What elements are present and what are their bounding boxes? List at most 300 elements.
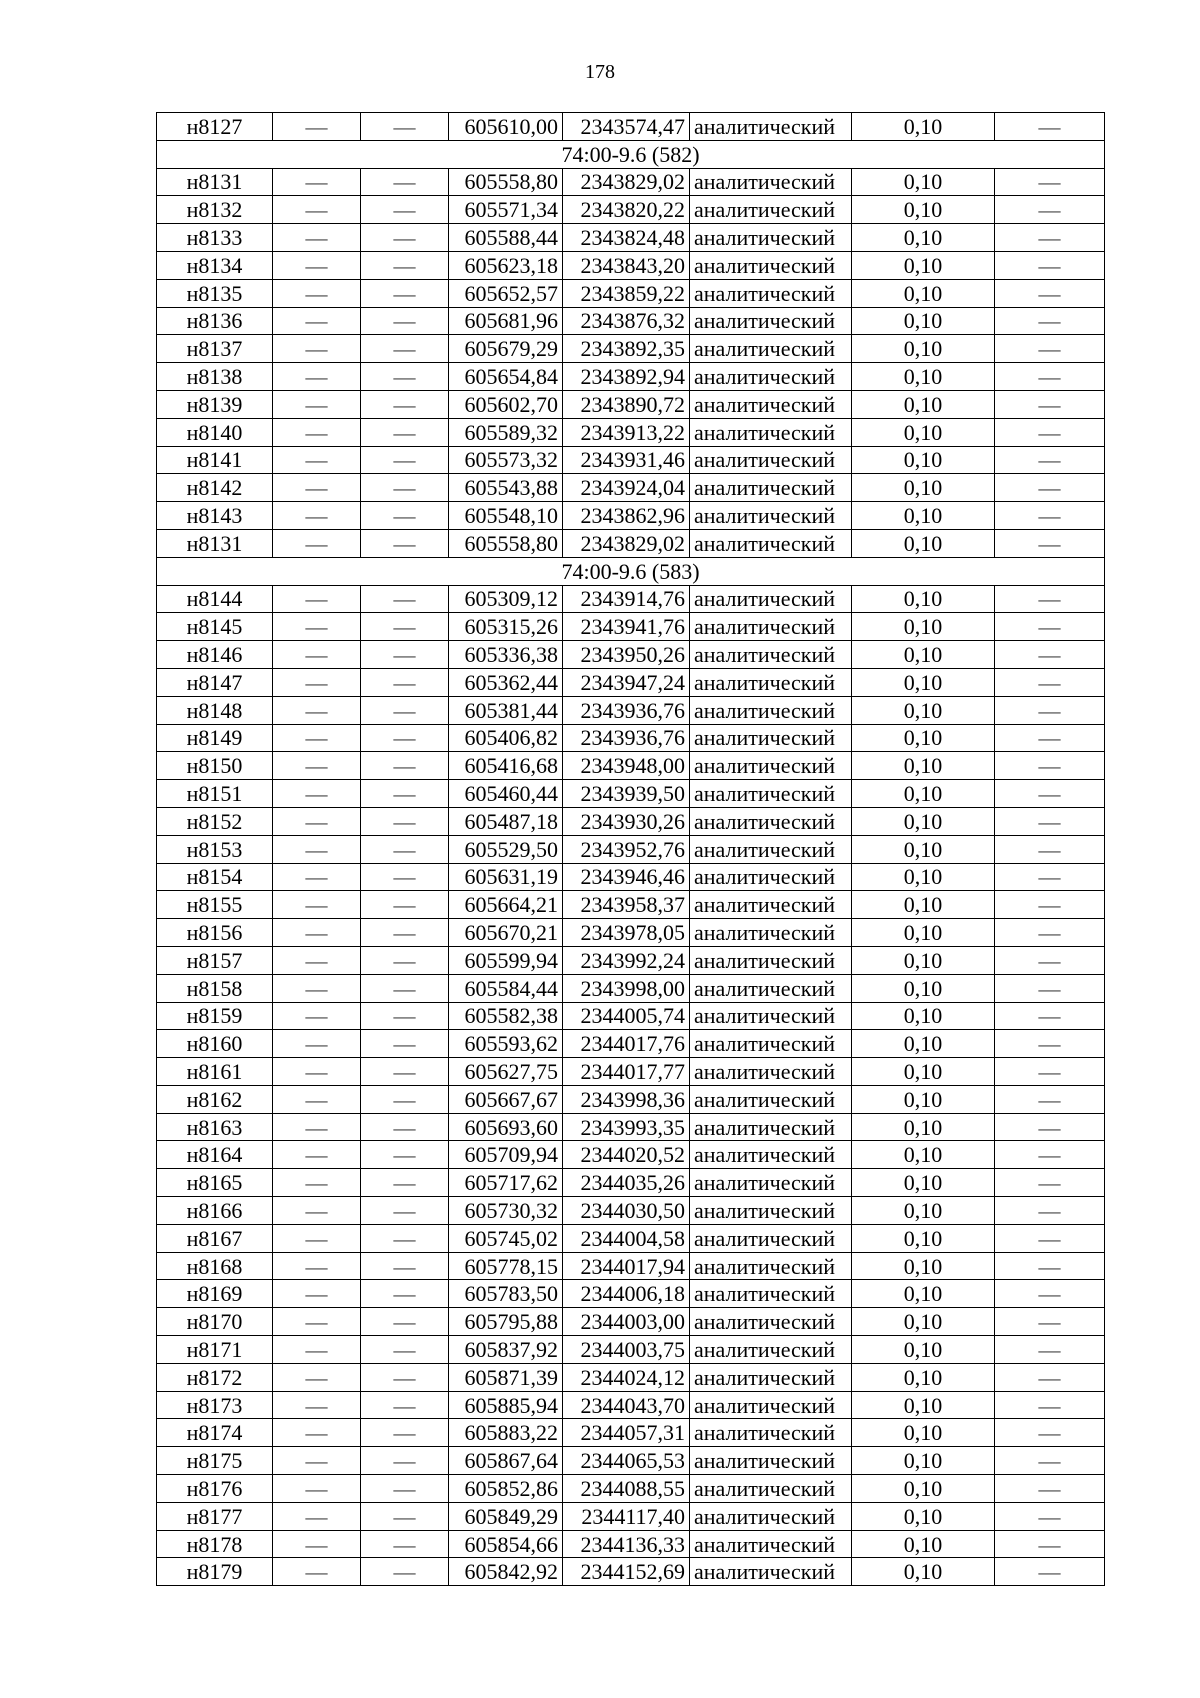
description-cell: —	[995, 919, 1105, 947]
table-row	[157, 335, 1105, 363]
existing-x-cell: —	[273, 946, 361, 974]
existing-y-cell: —	[361, 1502, 449, 1530]
description-cell: —	[995, 1252, 1105, 1280]
existing-y-cell: —	[361, 613, 449, 641]
x-coordinate-cell: 605593,62	[449, 1030, 563, 1058]
point-cell: н8155	[157, 891, 273, 919]
x-coordinate-cell: 605854,66	[449, 1530, 563, 1558]
existing-x-cell: —	[273, 168, 361, 196]
table-row	[157, 1336, 1105, 1364]
y-coordinate-cell: 2344003,00	[563, 1308, 690, 1336]
existing-y-cell: —	[361, 363, 449, 391]
point-cell: н8143	[157, 502, 273, 530]
table-row	[157, 474, 1105, 502]
existing-y-cell: —	[361, 696, 449, 724]
coordinates-table	[156, 112, 1105, 1586]
accuracy-cell: 0,10	[852, 1252, 995, 1280]
table-row	[157, 641, 1105, 669]
existing-y-cell: —	[361, 974, 449, 1002]
existing-x-cell: —	[273, 668, 361, 696]
x-coordinate-cell: 605709,94	[449, 1141, 563, 1169]
y-coordinate-cell: 2343939,50	[563, 780, 690, 808]
x-coordinate-cell: 605837,92	[449, 1336, 563, 1364]
accuracy-cell: 0,10	[852, 1419, 995, 1447]
accuracy-cell: 0,10	[852, 1475, 995, 1503]
existing-y-cell: —	[361, 668, 449, 696]
point-cell: н8139	[157, 390, 273, 418]
description-cell: —	[995, 502, 1105, 530]
y-coordinate-cell: 2343574,47	[563, 113, 690, 141]
method-cell: аналитический	[690, 1391, 852, 1419]
description-cell: —	[995, 1530, 1105, 1558]
existing-x-cell: —	[273, 1419, 361, 1447]
x-coordinate-cell: 605548,10	[449, 502, 563, 530]
accuracy-cell: 0,10	[852, 335, 995, 363]
method-cell: аналитический	[690, 363, 852, 391]
y-coordinate-cell: 2343829,02	[563, 168, 690, 196]
point-cell: н8144	[157, 585, 273, 613]
existing-y-cell: —	[361, 446, 449, 474]
existing-y-cell: —	[361, 113, 449, 141]
method-cell: аналитический	[690, 1113, 852, 1141]
method-cell: аналитический	[690, 307, 852, 335]
existing-y-cell: —	[361, 224, 449, 252]
accuracy-cell: 0,10	[852, 1447, 995, 1475]
accuracy-cell: 0,10	[852, 891, 995, 919]
existing-x-cell: —	[273, 1113, 361, 1141]
existing-x-cell: —	[273, 1197, 361, 1225]
point-cell: н8162	[157, 1085, 273, 1113]
y-coordinate-cell: 2343936,76	[563, 696, 690, 724]
existing-x-cell: —	[273, 863, 361, 891]
table-row	[157, 1419, 1105, 1447]
description-cell: —	[995, 224, 1105, 252]
existing-y-cell: —	[361, 724, 449, 752]
method-cell: аналитический	[690, 696, 852, 724]
existing-x-cell: —	[273, 390, 361, 418]
table-row	[157, 613, 1105, 641]
table-row	[157, 1113, 1105, 1141]
table-row	[157, 1169, 1105, 1197]
method-cell: аналитический	[690, 418, 852, 446]
description-cell: —	[995, 1030, 1105, 1058]
section-row	[157, 557, 1105, 585]
point-cell: н8166	[157, 1197, 273, 1225]
table-row	[157, 1280, 1105, 1308]
table-row	[157, 1363, 1105, 1391]
point-cell: н8141	[157, 446, 273, 474]
accuracy-cell: 0,10	[852, 780, 995, 808]
table-row	[157, 780, 1105, 808]
point-cell: н8147	[157, 668, 273, 696]
description-cell: —	[995, 168, 1105, 196]
existing-x-cell: —	[273, 1058, 361, 1086]
x-coordinate-cell: 605631,19	[449, 863, 563, 891]
accuracy-cell: 0,10	[852, 696, 995, 724]
method-cell: аналитический	[690, 752, 852, 780]
method-cell: аналитический	[690, 807, 852, 835]
description-cell: —	[995, 668, 1105, 696]
y-coordinate-cell: 2343913,22	[563, 418, 690, 446]
existing-y-cell: —	[361, 780, 449, 808]
y-coordinate-cell: 2343890,72	[563, 390, 690, 418]
existing-x-cell: —	[273, 641, 361, 669]
description-cell: —	[995, 446, 1105, 474]
y-coordinate-cell: 2344003,75	[563, 1336, 690, 1364]
description-cell: —	[995, 835, 1105, 863]
existing-y-cell: —	[361, 1169, 449, 1197]
method-cell: аналитический	[690, 251, 852, 279]
method-cell: аналитический	[690, 1280, 852, 1308]
y-coordinate-cell: 2344004,58	[563, 1224, 690, 1252]
y-coordinate-cell: 2344136,33	[563, 1530, 690, 1558]
y-coordinate-cell: 2344117,40	[563, 1502, 690, 1530]
method-cell: аналитический	[690, 613, 852, 641]
point-cell: н8175	[157, 1447, 273, 1475]
x-coordinate-cell: 605885,94	[449, 1391, 563, 1419]
accuracy-cell: 0,10	[852, 641, 995, 669]
point-cell: н8157	[157, 946, 273, 974]
accuracy-cell: 0,10	[852, 1558, 995, 1586]
table-row	[157, 724, 1105, 752]
x-coordinate-cell: 605852,86	[449, 1475, 563, 1503]
existing-x-cell: —	[273, 613, 361, 641]
x-coordinate-cell: 605778,15	[449, 1252, 563, 1280]
existing-y-cell: —	[361, 752, 449, 780]
x-coordinate-cell: 605849,29	[449, 1502, 563, 1530]
point-cell: н8136	[157, 307, 273, 335]
method-cell: аналитический	[690, 1002, 852, 1030]
y-coordinate-cell: 2343936,76	[563, 724, 690, 752]
description-cell: —	[995, 863, 1105, 891]
accuracy-cell: 0,10	[852, 1141, 995, 1169]
method-cell: аналитический	[690, 668, 852, 696]
table-row	[157, 1391, 1105, 1419]
y-coordinate-cell: 2343941,76	[563, 613, 690, 641]
description-cell: —	[995, 724, 1105, 752]
y-coordinate-cell: 2344017,77	[563, 1058, 690, 1086]
existing-y-cell: —	[361, 279, 449, 307]
method-cell: аналитический	[690, 585, 852, 613]
y-coordinate-cell: 2343914,76	[563, 585, 690, 613]
section-row	[157, 140, 1105, 168]
description-cell: —	[995, 946, 1105, 974]
point-cell: н8142	[157, 474, 273, 502]
existing-x-cell: —	[273, 1502, 361, 1530]
accuracy-cell: 0,10	[852, 474, 995, 502]
accuracy-cell: 0,10	[852, 251, 995, 279]
description-cell: —	[995, 585, 1105, 613]
description-cell: —	[995, 974, 1105, 1002]
accuracy-cell: 0,10	[852, 807, 995, 835]
x-coordinate-cell: 605573,32	[449, 446, 563, 474]
table-row	[157, 307, 1105, 335]
existing-y-cell: —	[361, 1280, 449, 1308]
accuracy-cell: 0,10	[852, 529, 995, 557]
table-row	[157, 279, 1105, 307]
method-cell: аналитический	[690, 529, 852, 557]
table-row	[157, 668, 1105, 696]
table-row	[157, 1252, 1105, 1280]
x-coordinate-cell: 605623,18	[449, 251, 563, 279]
description-cell: —	[995, 780, 1105, 808]
method-cell: аналитический	[690, 1336, 852, 1364]
y-coordinate-cell: 2343998,00	[563, 974, 690, 1002]
y-coordinate-cell: 2343930,26	[563, 807, 690, 835]
existing-y-cell: —	[361, 1141, 449, 1169]
x-coordinate-cell: 605783,50	[449, 1280, 563, 1308]
page-number: 178	[585, 61, 615, 83]
table-row	[157, 446, 1105, 474]
x-coordinate-cell: 605381,44	[449, 696, 563, 724]
existing-y-cell: —	[361, 502, 449, 530]
y-coordinate-cell: 2343993,35	[563, 1113, 690, 1141]
existing-x-cell: —	[273, 307, 361, 335]
point-cell: н8172	[157, 1363, 273, 1391]
description-cell: —	[995, 418, 1105, 446]
section-title: 74:00-9.6 (582)	[157, 140, 1105, 168]
accuracy-cell: 0,10	[852, 446, 995, 474]
description-cell: —	[995, 1391, 1105, 1419]
existing-x-cell: —	[273, 1002, 361, 1030]
x-coordinate-cell: 605679,29	[449, 335, 563, 363]
x-coordinate-cell: 605670,21	[449, 919, 563, 947]
x-coordinate-cell: 605602,70	[449, 390, 563, 418]
existing-y-cell: —	[361, 196, 449, 224]
existing-y-cell: —	[361, 307, 449, 335]
existing-y-cell: —	[361, 251, 449, 279]
accuracy-cell: 0,10	[852, 919, 995, 947]
point-cell: н8158	[157, 974, 273, 1002]
method-cell: аналитический	[690, 1030, 852, 1058]
x-coordinate-cell: 605406,82	[449, 724, 563, 752]
accuracy-cell: 0,10	[852, 502, 995, 530]
accuracy-cell: 0,10	[852, 418, 995, 446]
x-coordinate-cell: 605584,44	[449, 974, 563, 1002]
table-row	[157, 835, 1105, 863]
existing-y-cell: —	[361, 641, 449, 669]
point-cell: н8133	[157, 224, 273, 252]
x-coordinate-cell: 605842,92	[449, 1558, 563, 1586]
y-coordinate-cell: 2344024,12	[563, 1363, 690, 1391]
accuracy-cell: 0,10	[852, 224, 995, 252]
accuracy-cell: 0,10	[852, 724, 995, 752]
table-row	[157, 1085, 1105, 1113]
method-cell: аналитический	[690, 641, 852, 669]
existing-y-cell: —	[361, 1058, 449, 1086]
existing-x-cell: —	[273, 1280, 361, 1308]
accuracy-cell: 0,10	[852, 1336, 995, 1364]
existing-x-cell: —	[273, 724, 361, 752]
table-row	[157, 807, 1105, 835]
existing-y-cell: —	[361, 335, 449, 363]
x-coordinate-cell: 605681,96	[449, 307, 563, 335]
description-cell: —	[995, 1058, 1105, 1086]
method-cell: аналитический	[690, 446, 852, 474]
method-cell: аналитический	[690, 1085, 852, 1113]
existing-y-cell: —	[361, 1224, 449, 1252]
point-cell: н8150	[157, 752, 273, 780]
y-coordinate-cell: 2343820,22	[563, 196, 690, 224]
point-cell: н8148	[157, 696, 273, 724]
description-cell: —	[995, 1002, 1105, 1030]
method-cell: аналитический	[690, 1197, 852, 1225]
y-coordinate-cell: 2344020,52	[563, 1141, 690, 1169]
table-row	[157, 891, 1105, 919]
description-cell: —	[995, 1169, 1105, 1197]
existing-x-cell: —	[273, 835, 361, 863]
y-coordinate-cell: 2344057,31	[563, 1419, 690, 1447]
table-row	[157, 863, 1105, 891]
x-coordinate-cell: 605664,21	[449, 891, 563, 919]
description-cell: —	[995, 1502, 1105, 1530]
accuracy-cell: 0,10	[852, 1530, 995, 1558]
existing-x-cell: —	[273, 335, 361, 363]
y-coordinate-cell: 2344030,50	[563, 1197, 690, 1225]
existing-y-cell: —	[361, 919, 449, 947]
table-row	[157, 1141, 1105, 1169]
existing-x-cell: —	[273, 1085, 361, 1113]
accuracy-cell: 0,10	[852, 363, 995, 391]
x-coordinate-cell: 605336,38	[449, 641, 563, 669]
y-coordinate-cell: 2343931,46	[563, 446, 690, 474]
y-coordinate-cell: 2343824,48	[563, 224, 690, 252]
description-cell: —	[995, 279, 1105, 307]
table-row	[157, 1002, 1105, 1030]
existing-y-cell: —	[361, 1252, 449, 1280]
existing-x-cell: —	[273, 974, 361, 1002]
accuracy-cell: 0,10	[852, 613, 995, 641]
x-coordinate-cell: 605362,44	[449, 668, 563, 696]
description-cell: —	[995, 390, 1105, 418]
description-cell: —	[995, 1447, 1105, 1475]
y-coordinate-cell: 2344035,26	[563, 1169, 690, 1197]
x-coordinate-cell: 605871,39	[449, 1363, 563, 1391]
existing-x-cell: —	[273, 780, 361, 808]
x-coordinate-cell: 605745,02	[449, 1224, 563, 1252]
x-coordinate-cell: 605627,75	[449, 1058, 563, 1086]
existing-x-cell: —	[273, 1447, 361, 1475]
accuracy-cell: 0,10	[852, 390, 995, 418]
method-cell: аналитический	[690, 974, 852, 1002]
x-coordinate-cell: 605599,94	[449, 946, 563, 974]
existing-x-cell: —	[273, 1169, 361, 1197]
method-cell: аналитический	[690, 1252, 852, 1280]
description-cell: —	[995, 613, 1105, 641]
x-coordinate-cell: 605416,68	[449, 752, 563, 780]
existing-y-cell: —	[361, 835, 449, 863]
accuracy-cell: 0,10	[852, 1030, 995, 1058]
accuracy-cell: 0,10	[852, 1280, 995, 1308]
description-cell: —	[995, 529, 1105, 557]
description-cell: —	[995, 363, 1105, 391]
accuracy-cell: 0,10	[852, 279, 995, 307]
x-coordinate-cell: 605795,88	[449, 1308, 563, 1336]
accuracy-cell: 0,10	[852, 1002, 995, 1030]
accuracy-cell: 0,10	[852, 585, 995, 613]
description-cell: —	[995, 1280, 1105, 1308]
accuracy-cell: 0,10	[852, 1224, 995, 1252]
point-cell: н8140	[157, 418, 273, 446]
table-row	[157, 752, 1105, 780]
table-row	[157, 1197, 1105, 1225]
existing-y-cell: —	[361, 474, 449, 502]
method-cell: аналитический	[690, 835, 852, 863]
existing-y-cell: —	[361, 1530, 449, 1558]
point-cell: н8138	[157, 363, 273, 391]
existing-x-cell: —	[273, 1224, 361, 1252]
existing-x-cell: —	[273, 585, 361, 613]
existing-y-cell: —	[361, 1030, 449, 1058]
x-coordinate-cell: 605588,44	[449, 224, 563, 252]
method-cell: аналитический	[690, 863, 852, 891]
existing-y-cell: —	[361, 1475, 449, 1503]
description-cell: —	[995, 335, 1105, 363]
method-cell: аналитический	[690, 1419, 852, 1447]
table-row	[157, 363, 1105, 391]
description-cell: —	[995, 1363, 1105, 1391]
point-cell: н8168	[157, 1252, 273, 1280]
existing-x-cell: —	[273, 1141, 361, 1169]
point-cell: н8167	[157, 1224, 273, 1252]
description-cell: —	[995, 1197, 1105, 1225]
y-coordinate-cell: 2343892,35	[563, 335, 690, 363]
table-row	[157, 1030, 1105, 1058]
point-cell: н8179	[157, 1558, 273, 1586]
existing-y-cell: —	[361, 585, 449, 613]
existing-y-cell: —	[361, 1308, 449, 1336]
point-cell: н8131	[157, 529, 273, 557]
point-cell: н8134	[157, 251, 273, 279]
description-cell: —	[995, 1085, 1105, 1113]
accuracy-cell: 0,10	[852, 1197, 995, 1225]
point-cell: н8153	[157, 835, 273, 863]
description-cell: —	[995, 752, 1105, 780]
table-row	[157, 1058, 1105, 1086]
accuracy-cell: 0,10	[852, 168, 995, 196]
point-cell: н8170	[157, 1308, 273, 1336]
point-cell: н8135	[157, 279, 273, 307]
y-coordinate-cell: 2343946,46	[563, 863, 690, 891]
x-coordinate-cell: 605558,80	[449, 168, 563, 196]
table-row	[157, 1447, 1105, 1475]
x-coordinate-cell: 605610,00	[449, 113, 563, 141]
point-cell: н8145	[157, 613, 273, 641]
existing-x-cell: —	[273, 279, 361, 307]
description-cell: —	[995, 641, 1105, 669]
existing-y-cell: —	[361, 863, 449, 891]
point-cell: н8171	[157, 1336, 273, 1364]
table-row	[157, 1224, 1105, 1252]
method-cell: аналитический	[690, 724, 852, 752]
description-cell: —	[995, 1308, 1105, 1336]
method-cell: аналитический	[690, 1169, 852, 1197]
description-cell: —	[995, 474, 1105, 502]
existing-y-cell: —	[361, 1113, 449, 1141]
y-coordinate-cell: 2344043,70	[563, 1391, 690, 1419]
point-cell: н8178	[157, 1530, 273, 1558]
table-row	[157, 1308, 1105, 1336]
existing-x-cell: —	[273, 474, 361, 502]
existing-x-cell: —	[273, 1030, 361, 1058]
existing-x-cell: —	[273, 363, 361, 391]
y-coordinate-cell: 2343924,04	[563, 474, 690, 502]
method-cell: аналитический	[690, 1558, 852, 1586]
point-cell: н8169	[157, 1280, 273, 1308]
y-coordinate-cell: 2343998,36	[563, 1085, 690, 1113]
method-cell: аналитический	[690, 474, 852, 502]
point-cell: н8174	[157, 1419, 273, 1447]
